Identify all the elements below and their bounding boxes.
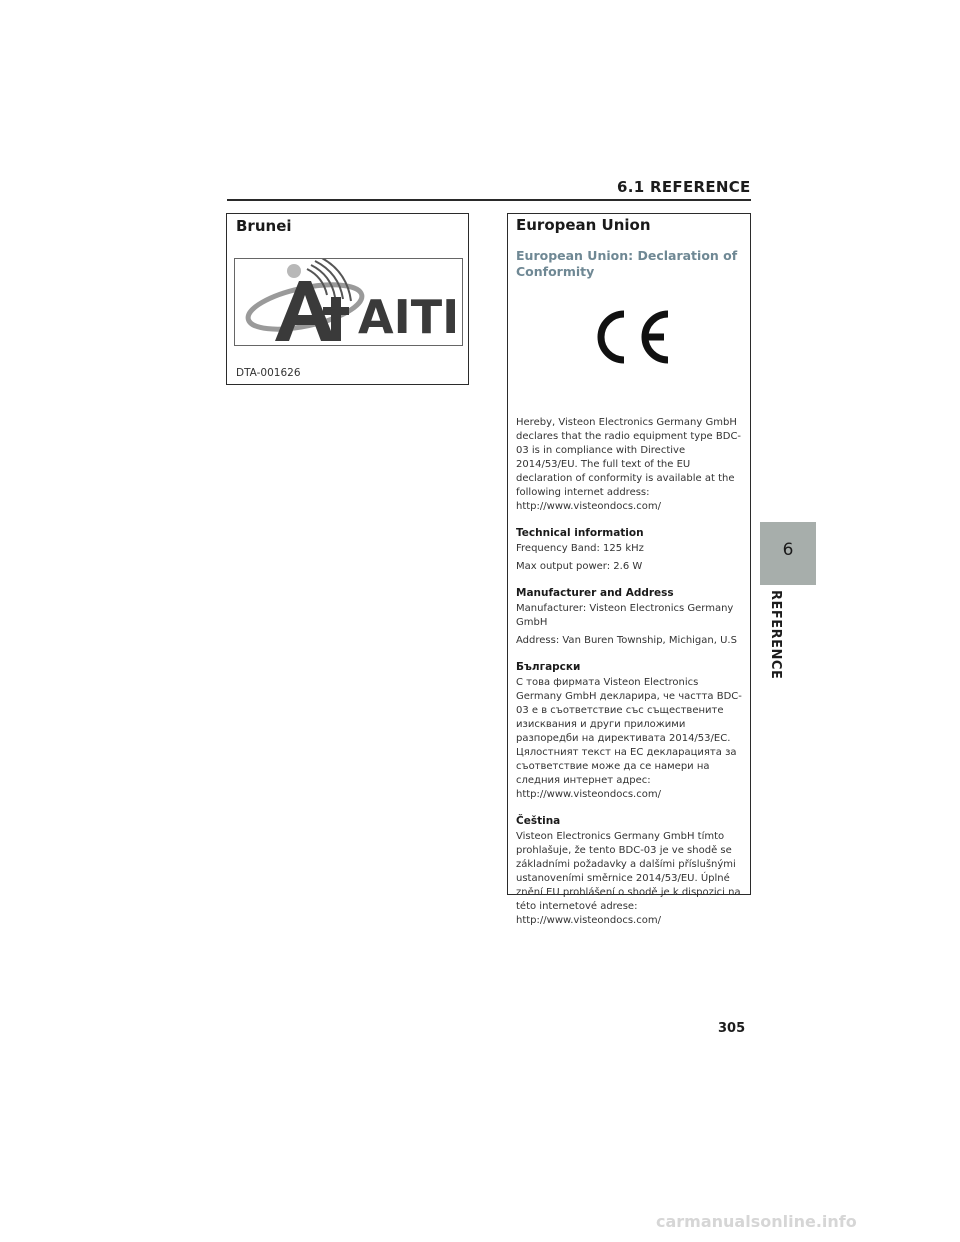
czech-heading: Čeština <box>516 815 561 827</box>
ce-mark-icon <box>592 308 672 366</box>
header-divider <box>227 199 751 201</box>
page-number: 305 <box>718 1021 746 1036</box>
certificate-code: DTA-001626 <box>236 367 301 379</box>
eu-panel <box>507 213 751 926</box>
max-output-power: Max output power: 2.6 W <box>516 561 643 572</box>
section-header: 6.1 REFERENCE <box>617 178 751 196</box>
manufacturer-name: Manufacturer: Visteon Electronics Germany GmbH <box>516 603 734 628</box>
eu-title: European Union <box>516 216 651 234</box>
manufacturer-address: Address: Van Buren Township, Michigan, U.S <box>516 635 737 646</box>
czech-text: Visteon Electronics Germany GmbH tímto prohlašuje, že tento BDC-03 je ve shodě se základními požadavky a dalšími příslušnými ustanoveními směrnice 2014/53/EU. Úplné znění EU prohlášení o shodě je k dispozici na této internetové adrese: http://www.visteondocs.com/ <box>516 831 741 926</box>
chapter-tab <box>760 522 816 585</box>
manufacturer-heading: Manufacturer and Address <box>516 587 674 599</box>
eu-subtitle: European Union: Declaration of Conformity <box>516 248 738 279</box>
aiti-logo <box>234 258 463 346</box>
eu-declaration-text: Hereby, Visteon Electronics Germany GmbH declares that the radio equipment type BDC-03 is in compliance with Directive 2014/53/EU. The full text of the EU declaration of conformity is available at the following internet address: http://www.visteondocs.com/ <box>516 417 742 512</box>
aiti-logo-text: AITI <box>358 290 460 344</box>
chapter-number: 6 <box>782 540 794 560</box>
frequency-band: Frequency Band: 125 kHz <box>516 543 644 554</box>
brunei-title: Brunei <box>236 217 292 235</box>
brunei-panel <box>226 213 469 385</box>
bulgarian-heading: Български <box>516 661 581 673</box>
watermark: carmanualsonline.info <box>656 1212 857 1231</box>
chapter-label: REFERENCE <box>768 590 783 680</box>
technical-heading: Technical information <box>516 527 644 539</box>
bulgarian-text: С това фирмата Visteon Electronics Germany GmbH декларира, че частта BDC-03 е в съответствие със съществените изисквания и други приложими разпоредби на директивата 2014/53/ЕС. Цялостният текст на ЕС декларацията за съответствие може да се намери на следния интернет адрес: http://www.visteondocs.com/ <box>516 677 742 800</box>
aiti-logo-graphic <box>235 259 463 346</box>
